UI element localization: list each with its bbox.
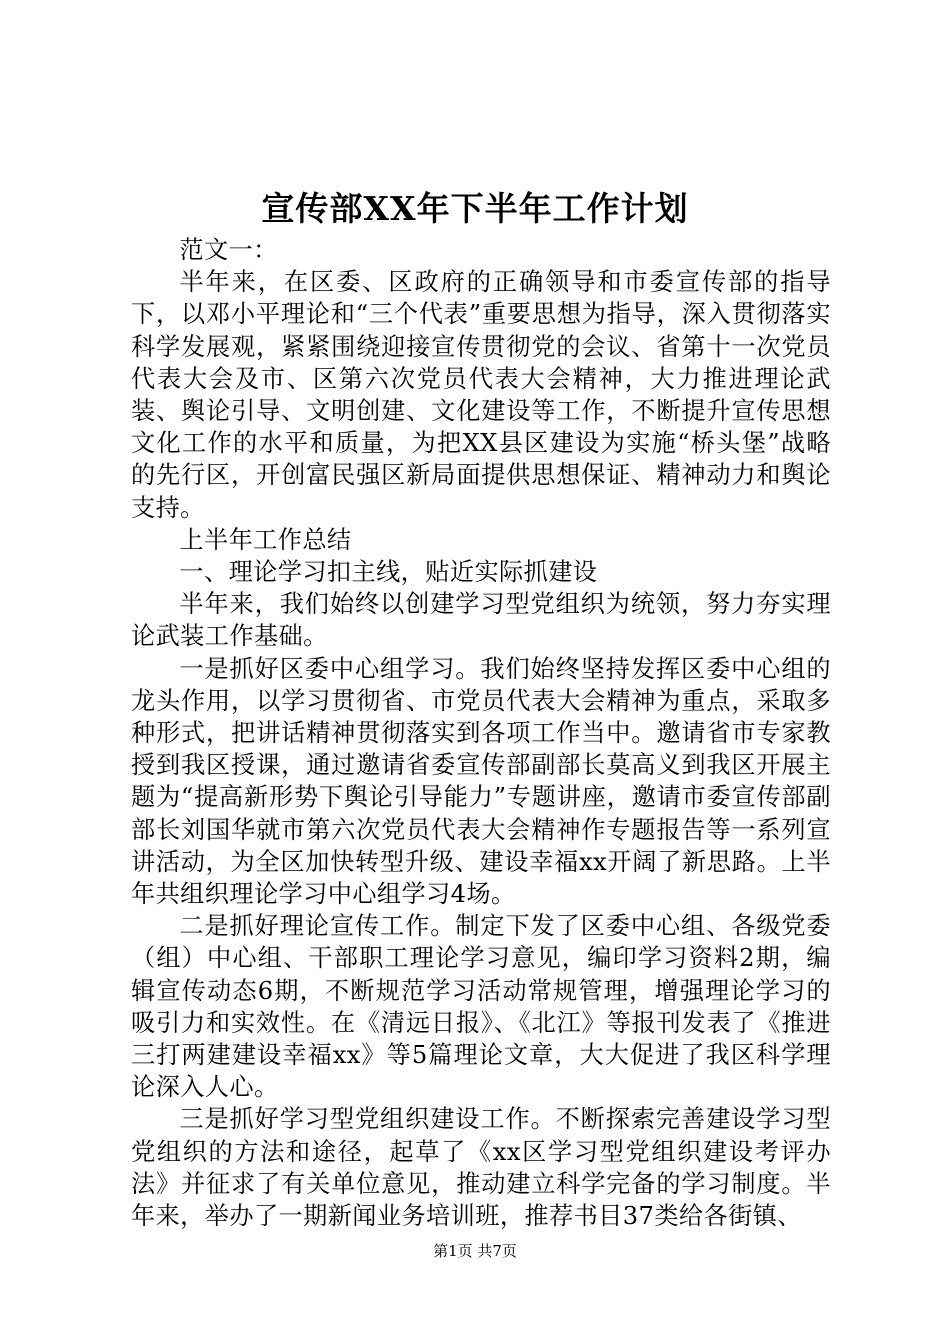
page-number-footer: 第1页 共7页: [433, 1242, 517, 1260]
paragraph-point-3: 三是抓好学习型党组织建设工作。不断探索完善建设学习型党组织的方法和途径，起草了《xx区学习型党组织建设考评办法》并征求了有关单位意见，推动建立科学完备的学习制度。半年来，举办了一期新闻业务培训班，推荐书目37类给各街镇、: [131, 1105, 831, 1231]
document-title: 宣传部XX年下半年工作计划: [261, 189, 689, 228]
paragraph-subheading-1: 一、理论学习扣主线，贴近实际抓建设: [179, 558, 598, 587]
document-body: [131, 234, 831, 1232]
paragraph-sample-label: 范文一：: [179, 236, 278, 264]
paragraph-section-heading: 上半年工作总结: [179, 525, 352, 554]
paragraph-theory-overview: 半年来，我们始终以创建学习型党组织为统领，努力夯实理论武装工作基础。: [131, 590, 831, 651]
paragraph-point-1: 一是抓好区委中心组学习。我们始终坚持发挥区委中心组的龙头作用，以学习贯彻省、市党员代表大会精神为重点，采取多种形式，把讲话精神贯彻落实到各项工作当中。邀请省市专家教授到我区授课，通过邀请省委宣传部副部长莫高义到我区开展主题为“提高新形势下舆论引导能力”专题讲座，邀请市委宣传部副部长刘国华就市第六次党员代表大会精神作专题报告等一系列宣讲活动，为全区加快转型升级、建设幸福xx开阔了新思路。上半年共组织理论学习中心组学习4场。: [131, 654, 831, 909]
paragraph-point-2: 二是抓好理论宣传工作。制定下发了区委中心组、各级党委（组）中心组、干部职工理论学习意见，编印学习资料2期，编辑宣传动态6期，不断规范学习活动常规管理，增强理论学习的吸引力和实效性。在《清远日报》、《北江》等报刊发表了《推进三打两建建设幸福xx》等5篇理论文章，大大促进了我区科学理论深入人心。: [131, 912, 831, 1102]
paragraph-intro: 半年来，在区委、区政府的正确领导和市委宣传部的指导下，以邓小平理论和“三个代表”重要思想为指导，深入贯彻落实科学发展观，紧紧围绕迎接宣传贯彻党的会议、省第十一次党员代表大会及市、区第六次党员代表大会精神，大力推进理论武装、舆论引导、文明创建、文化建设等工作，不断提升宣传思想文化工作的水平和质量，为把XX县区建设为实施“桥头堡”战略的先行区，开创富民强区新局面提供思想保证、精神动力和舆论支持。: [131, 268, 831, 522]
